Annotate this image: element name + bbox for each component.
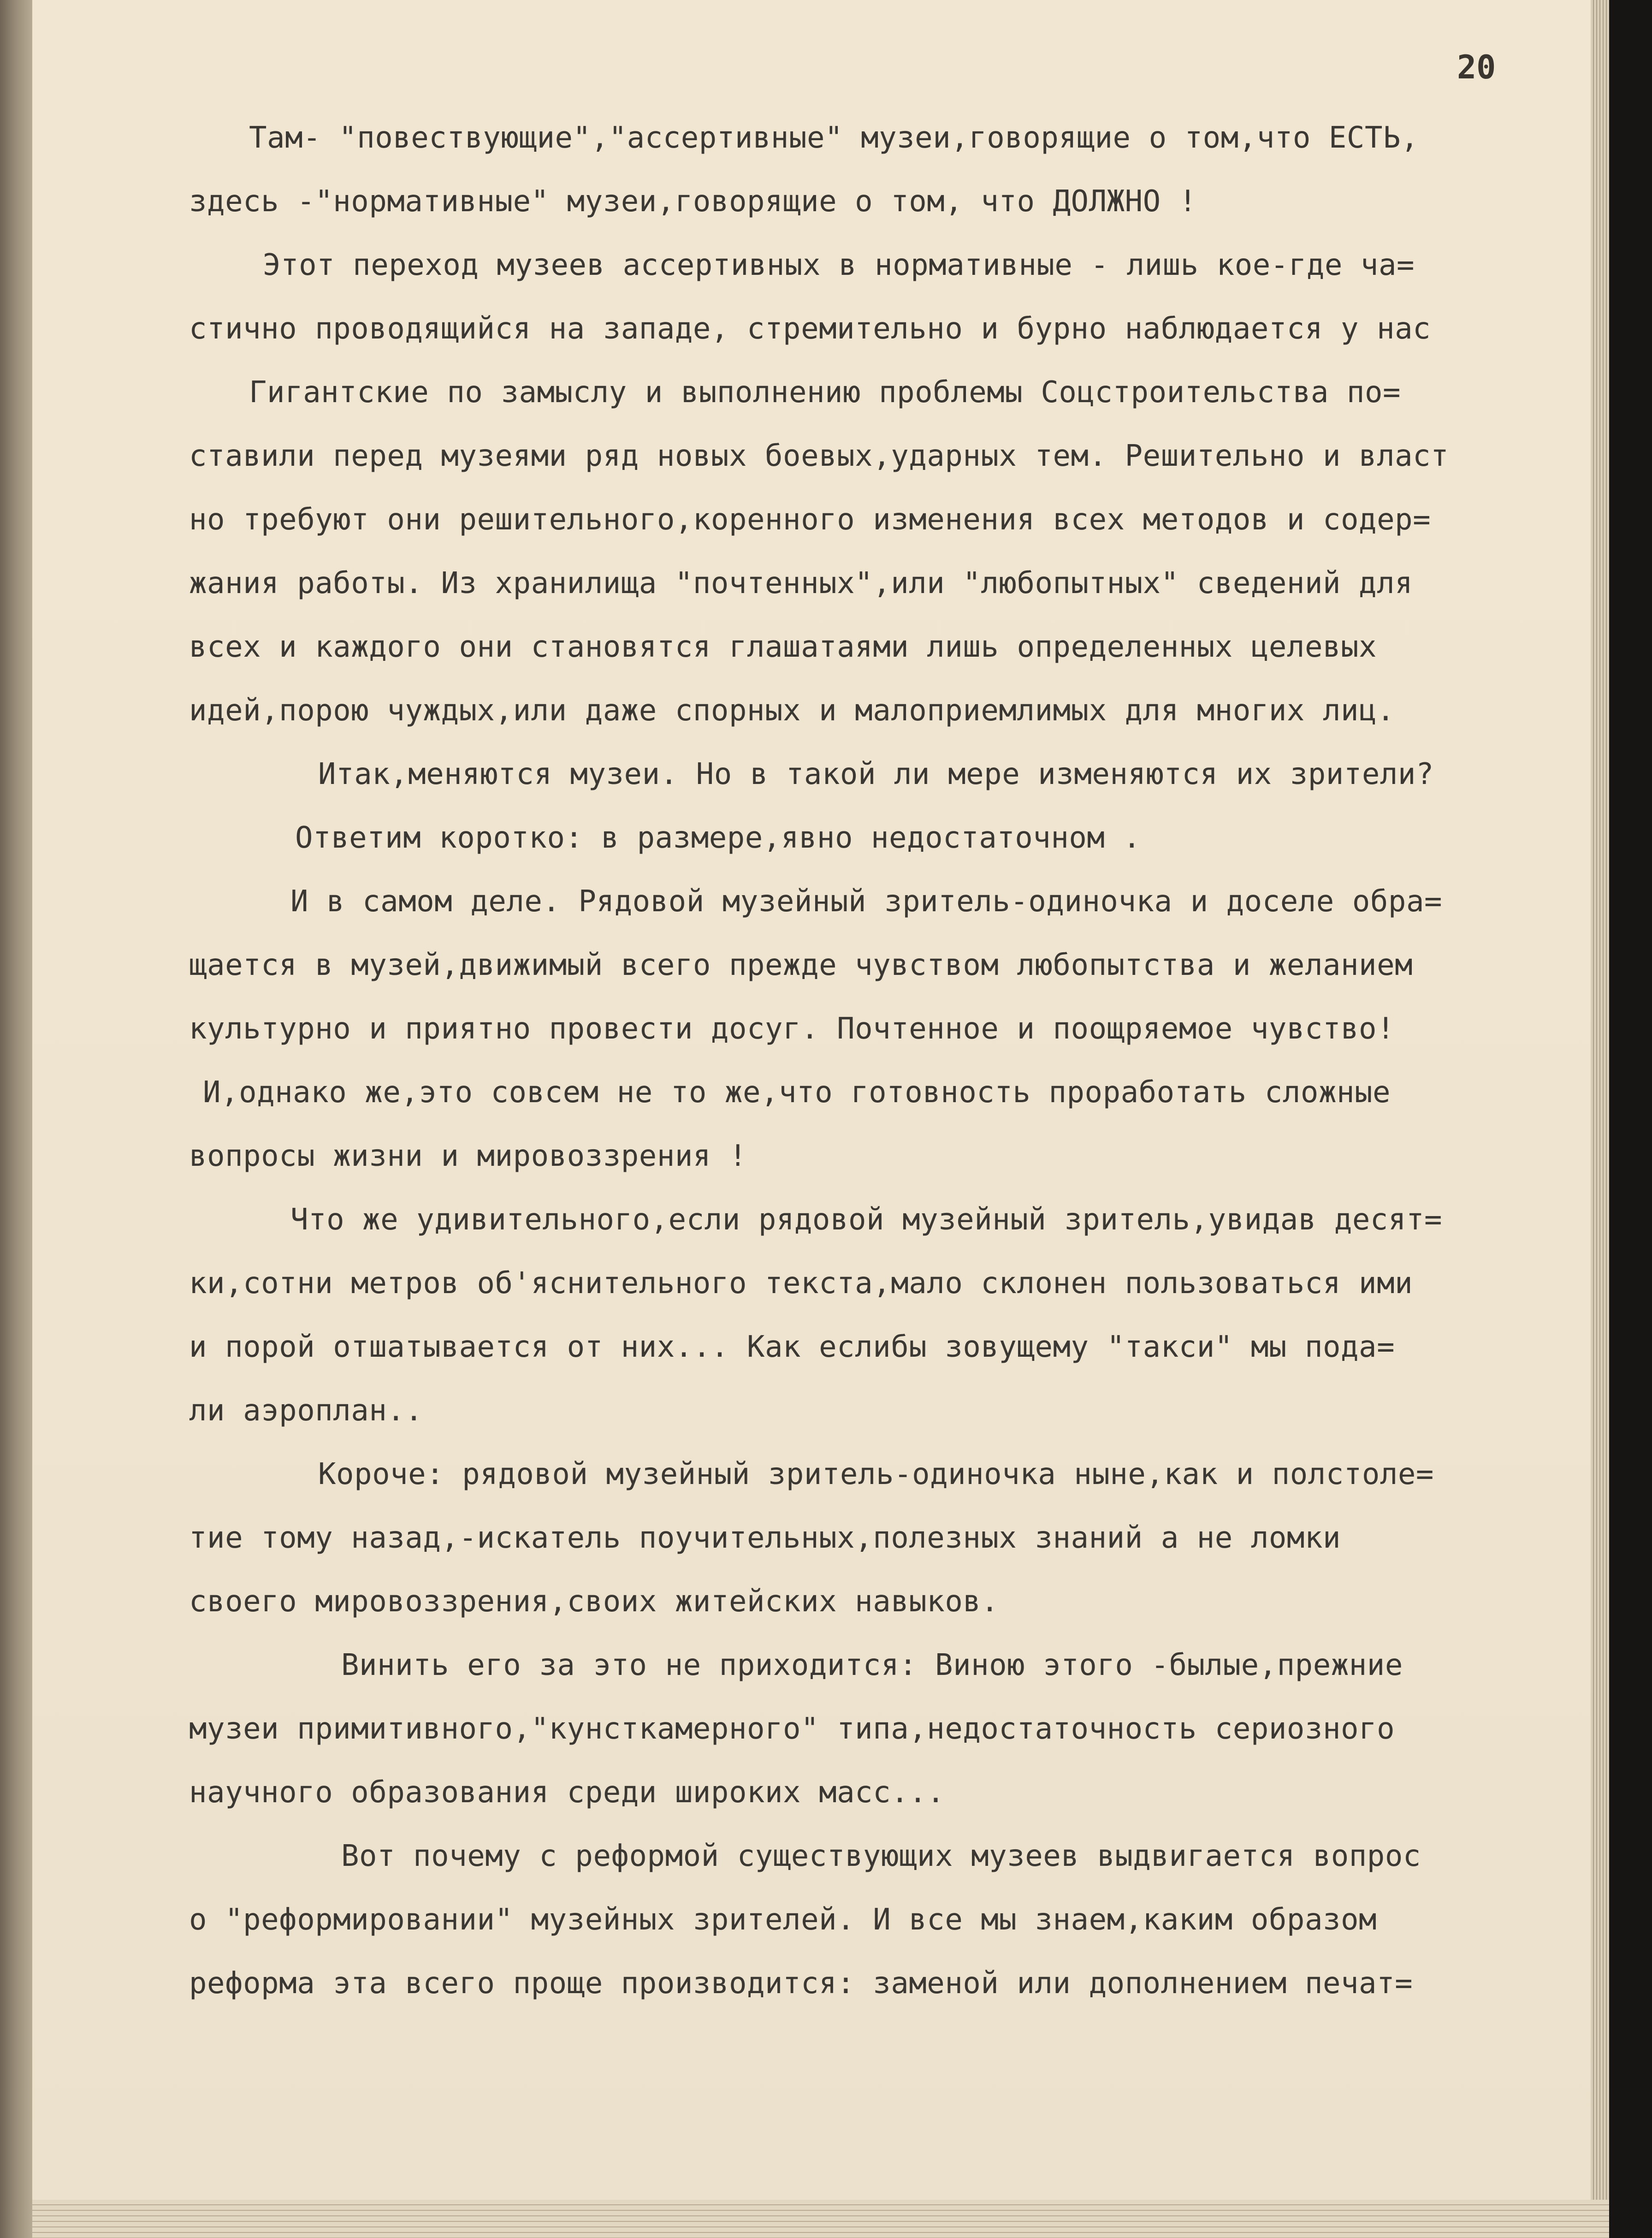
dark-background [1609, 0, 1652, 2238]
text-line: Гигантские по замыслу и выполнению проблемы Соцстроительства по= [249, 375, 1401, 410]
text-line: ли аэроплан.. [189, 1394, 423, 1428]
text-line: культурно и приятно провести досуг. Почтенное и поощряемое чувство! [189, 1012, 1395, 1046]
text-line: научного образования среди широких масс... [189, 1775, 945, 1810]
page-number: 20 [1457, 48, 1496, 86]
left-page-edge [0, 0, 32, 2238]
typewritten-text [189, 106, 1581, 2015]
text-line: Винить его за это не приходится: Виною этого -былые,прежние [341, 1648, 1403, 1682]
right-page-stack [1591, 0, 1609, 2238]
text-line: И в самом деле. Рядовой музейный зритель-одиночка и доселе обра= [290, 885, 1442, 919]
text-line: И,однако же,это совсем не то же,что готовность проработать сложные [203, 1075, 1391, 1110]
text-line: Этот переход музеев ассертивных в нормативные - лишь кое-где ча= [263, 248, 1415, 282]
text-line: всех и каждого они становятся глашатаями лишь определенных целевых [189, 630, 1377, 664]
text-line: ставили перед музеями ряд новых боевых,ударных тем. Решительно и власт [189, 439, 1449, 473]
bottom-page-stack [32, 2200, 1609, 2238]
text-line: ки,сотни метров об'яснительного текста,мало склонен пользоваться ими [189, 1266, 1413, 1300]
text-line: Вот почему с реформой существующих музеев выдвигается вопрос [341, 1839, 1421, 1873]
text-line: Что же удивительного,если рядовой музейный зритель,увидав десят= [290, 1203, 1442, 1237]
text-line: Там- "повествующие","ассертивные" музеи,говорящие о том,что ЕСТЬ, [249, 121, 1419, 155]
text-line: реформа эта всего проще производится: заменой или дополнением печат= [189, 1966, 1413, 2001]
text-line: стично проводящийся на западе, стремительно и бурно наблюдается у нас [189, 312, 1431, 346]
text-line: идей,порою чуждых,или даже спорных и малоприемлимых для многих лиц. [189, 694, 1395, 728]
text-line: здесь -"нормативные" музеи,говорящие о том, что ДОЛЖНО ! [189, 184, 1197, 219]
text-line: и порой отшатывается от них... Как еслибы зовущему "такси" мы пода= [189, 1330, 1395, 1364]
text-line: о "реформировании" музейных зрителей. И все мы знаем,каким образом [189, 1903, 1377, 1937]
text-line: Короче: рядовой музейный зритель-одиночка ныне,как и полстоле= [318, 1457, 1434, 1491]
text-line: тие тому назад,-искатель поучительных,полезных знаний а не ломки [189, 1521, 1341, 1555]
text-line: Итак,меняются музеи. Но в такой ли мере изменяются их зрители? [318, 757, 1434, 791]
text-line: вопросы жизни и мировоззрения ! [189, 1139, 747, 1173]
text-line: Ответим коротко: в размере,явно недостаточном . [295, 821, 1141, 855]
text-line: но требуют они решительного,коренного изменения всех методов и содер= [189, 503, 1431, 537]
text-line: музеи примитивного,"кунсткамерного" типа,недостаточность сериозного [189, 1712, 1395, 1746]
text-line: щается в музей,движимый всего прежде чувством любопытства и желанием [189, 948, 1413, 982]
text-line: жания работы. Из хранилища "почтенных",или "любопытных" сведений для [189, 566, 1413, 600]
text-line: своего мировоззрения,своих житейских навыков. [189, 1585, 999, 1619]
